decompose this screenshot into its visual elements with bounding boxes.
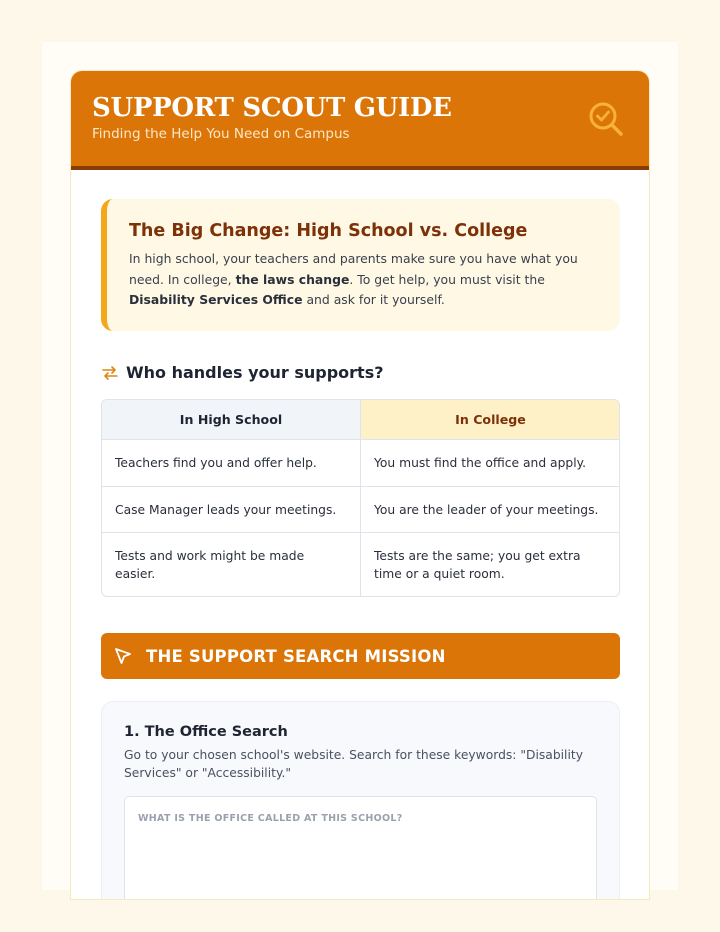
callout-title: The Big Change: High School vs. College	[129, 221, 528, 241]
table-cell: Teachers find you and offer help.	[102, 440, 361, 487]
comparison-table	[101, 399, 620, 597]
step-title: 1. The Office Search	[124, 724, 288, 740]
comparison-heading	[101, 363, 384, 382]
callout-text-part: In high school, your teachers and parents make sure you have what you need. In college,	[129, 251, 578, 287]
callout-bold-laws: the laws change	[235, 271, 350, 287]
mission-title: THE SUPPORT SEARCH MISSION	[146, 646, 446, 666]
big-change-callout	[101, 199, 620, 331]
office-name-label: WHAT IS THE OFFICE CALLED AT THIS SCHOOL?	[138, 813, 403, 824]
table-cell: Tests and work might be made easier.	[102, 533, 361, 596]
swap-arrows-icon	[101, 364, 119, 382]
callout-bold-office: Disability Services Office	[129, 292, 303, 307]
guide-header	[71, 71, 649, 170]
mission-banner	[101, 633, 620, 679]
callout-text-part: and ask for it yourself.	[302, 292, 445, 307]
office-name-field[interactable]	[124, 796, 597, 900]
header-college: In College	[361, 400, 620, 440]
guide-title: SUPPORT SCOUT GUIDE	[92, 93, 452, 123]
cursor-arrow-icon	[113, 646, 133, 666]
guide-subtitle: Finding the Help You Need on Campus	[92, 126, 350, 142]
office-search-step	[101, 701, 620, 900]
table-cell: Case Manager leads your meetings.	[102, 487, 361, 533]
comparison-title: Who handles your supports?	[126, 363, 384, 382]
table-cell: Tests are the same; you get extra time or a quiet room.	[374, 548, 581, 581]
step-instructions: Go to your chosen school's website. Search for these keywords: "Disability Services" or "Accessibility."	[124, 748, 583, 780]
callout-text	[129, 249, 600, 311]
guide-card	[70, 70, 650, 900]
table-cell: You must find the office and apply.	[361, 440, 620, 487]
header-high-school: In High School	[102, 400, 361, 440]
table-cell: You are the leader of your meetings.	[361, 487, 620, 533]
search-check-icon	[587, 100, 625, 138]
callout-text-part: . To get help, you must visit the	[349, 271, 545, 287]
